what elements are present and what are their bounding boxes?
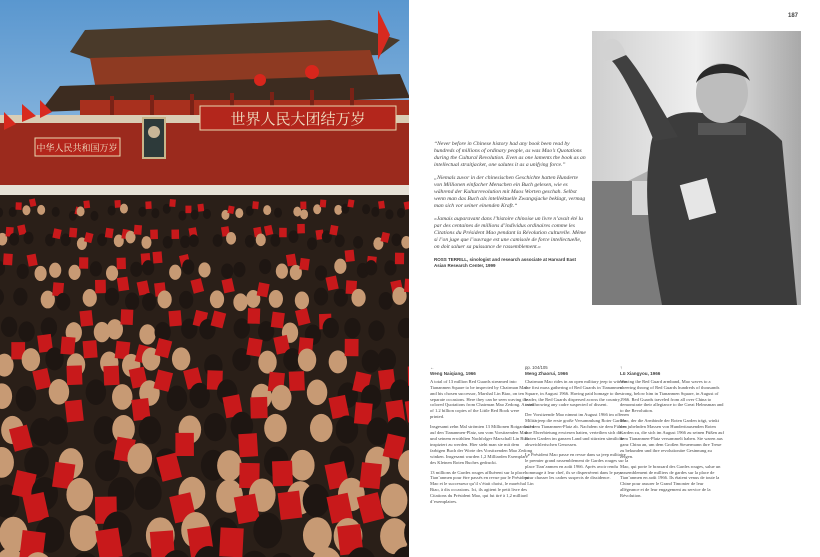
little-red-book bbox=[171, 229, 179, 239]
crowd-head bbox=[385, 209, 393, 219]
banner-slogan: 世界人民大团结万岁 bbox=[230, 110, 366, 128]
little-red-book bbox=[105, 228, 114, 238]
crowd-head bbox=[135, 477, 162, 510]
crowd-head bbox=[290, 450, 315, 481]
pull-quote bbox=[434, 141, 586, 269]
crowd-head bbox=[49, 379, 69, 405]
little-red-book bbox=[300, 202, 306, 210]
little-red-book bbox=[395, 253, 404, 265]
crowd-head bbox=[69, 265, 81, 280]
crowd-head bbox=[213, 234, 223, 247]
crowd-head bbox=[191, 210, 199, 220]
quote-french: «Jamais auparavant dans l’histoire chinoise un livre n’avait été lu par des centaines de millions d’individus ordinaires comme les Citations du Président Mao pendant la Révolution culturelle. Même si l’on juge que l’ouvrage est une camisole de force intellectuelle, on doit saluer sa puissance de rassemblement.» bbox=[434, 216, 586, 250]
crowd-head bbox=[189, 383, 209, 409]
little-red-book bbox=[120, 309, 133, 325]
crowd-head bbox=[253, 512, 282, 548]
crowd-head bbox=[335, 234, 345, 247]
crowd-head bbox=[233, 293, 247, 311]
crowd-head bbox=[203, 209, 211, 219]
little-red-book bbox=[83, 340, 98, 358]
little-red-book bbox=[79, 257, 88, 269]
crowd-head bbox=[22, 205, 30, 215]
crowd-head bbox=[107, 319, 123, 339]
caption-french: 13 millions de Gardes rouges affluèrent sur la place Tian’anmen pour être passés en revue par le Président Mao et le successeur qu’il s’était choisi, le maréchal Lin Biao, à dix occasions. Ici, ils agitent le petit livre des Citations du Président Mao, qui fut tiré à 1,2 milliard d’exemplaires. bbox=[430, 469, 534, 505]
little-red-book bbox=[79, 310, 93, 326]
little-red-book bbox=[272, 461, 293, 487]
little-red-book bbox=[279, 228, 287, 237]
little-red-book bbox=[60, 337, 75, 355]
little-red-book bbox=[359, 462, 382, 489]
little-red-book bbox=[95, 280, 106, 294]
little-red-book bbox=[278, 491, 303, 520]
crowd-head bbox=[180, 235, 190, 248]
little-red-book bbox=[299, 258, 310, 270]
crowd-head bbox=[169, 265, 181, 280]
crowd-head bbox=[353, 236, 363, 249]
crowd-head bbox=[391, 233, 401, 246]
photo-mao-waving bbox=[592, 31, 801, 305]
crowd-head bbox=[397, 208, 405, 218]
little-red-book bbox=[103, 366, 119, 386]
crowd-head bbox=[141, 236, 151, 249]
crowd-head bbox=[189, 234, 199, 247]
crowd-head bbox=[384, 260, 396, 275]
crowd-head bbox=[263, 205, 271, 215]
caption-ref: ← bbox=[430, 365, 435, 370]
crowd-head bbox=[217, 450, 242, 481]
crowd-head bbox=[46, 416, 69, 444]
caption-english: A total of 13 million Red Guards streamed into Tiananmen Square to be inspected by Chairman Mao and his chosen successor, Marshal Lin Biao, on ten separate occasions. Here they can be seen waving the colored Quotations from Chairman Mao Zedong. A total of 1.2 billion copies of the Little Red Book were printed. bbox=[430, 378, 534, 420]
quote-german: „Niemals zuvor in der chinesischen Geschichte hatten Hunderte von Millionen einfacher Menschen ein Buch gelesen, wie es während der Kulturrevolution mit Maos Worten geschah. Selbst wenn man das Buch als intellektuelle Zwangsjacke beklagt, vermag man sich vor seiner einenden Kraft.“ bbox=[434, 175, 586, 209]
crowd-head bbox=[52, 207, 60, 217]
crowd-head bbox=[142, 260, 154, 275]
little-red-book bbox=[252, 201, 259, 209]
crowd-head bbox=[1, 317, 17, 337]
crowd-head bbox=[303, 484, 330, 517]
little-red-book bbox=[114, 200, 121, 208]
caption-french: Le Président Mao passe en revue dans sa jeep militaire le premier grand rassemblement de Gardes rouges sur la place Tian’anmen en août 1966. Après avoir rendu hommage à leur chef, ils se dispersèrent dans le pays pour chasser les cadres suspects de dissidence. bbox=[525, 451, 629, 481]
little-red-book bbox=[345, 339, 359, 356]
crowd-head bbox=[90, 261, 102, 276]
crowd-head bbox=[295, 292, 309, 310]
crowd-head bbox=[344, 318, 360, 338]
crowd-head bbox=[13, 288, 27, 306]
little-red-book bbox=[15, 202, 21, 210]
crowd-head bbox=[105, 288, 119, 306]
crowd-head bbox=[182, 259, 194, 274]
crowd-head bbox=[379, 292, 393, 310]
caption-german: Der Vorsitzende Mao nimmt im August 1966 im offenen Militärjeep die erste große Versammlung Roter Garden auf dem Tiananmen-Platz ab. Nachdem sie dem Führer ihre Ehrerbietung erwiesen hatten, verteilten sich die Roten Garden im ganzen Land und stürzten sämtliche abweichlerischen Genossen. bbox=[525, 412, 629, 447]
crowd-head bbox=[120, 204, 128, 214]
little-red-book bbox=[134, 225, 142, 235]
crowd-head bbox=[167, 386, 187, 412]
crowd-head bbox=[271, 385, 291, 411]
quote-credit: ROSS TERRILL, sinologist and research associate at Harvard East Asian Research Center, 1999 bbox=[434, 257, 577, 268]
caption-english: Chairman Mao rides in an open military jeep to witness the first mass gathering of Red Guards in Tiananmen Square, in August 1966. Having paid homage to the leader, the Red Guards dispersed across the country, overthrowing any cadre suspected of dissent. bbox=[525, 378, 628, 408]
little-red-book bbox=[169, 199, 176, 207]
crowd-head bbox=[307, 380, 327, 406]
little-red-book bbox=[69, 228, 77, 238]
little-red-book bbox=[117, 258, 126, 270]
crowd-head bbox=[151, 208, 159, 218]
crowd-head bbox=[334, 259, 346, 274]
crowd-head bbox=[368, 320, 384, 340]
caption-block bbox=[430, 365, 534, 509]
caption-french: Mao, qui porte le brassard des Gardes rouges, salue un rassemblement de milliers de gardes sur la place de Tian’anmen en août 1966. Ils étaient venus de toute la Chine pour assurer le Grand Timonier de leur allégeance et de leur engagement au service de la Révolution. bbox=[620, 463, 721, 499]
crowd-head bbox=[106, 266, 118, 281]
little-red-book bbox=[246, 338, 262, 357]
crowd-head bbox=[22, 348, 40, 371]
little-red-book bbox=[354, 402, 373, 425]
crowd-head bbox=[108, 206, 116, 216]
crowd-head bbox=[259, 259, 271, 274]
crowd-head bbox=[90, 211, 98, 221]
crowd-head bbox=[125, 292, 139, 310]
crowd-head bbox=[198, 262, 210, 277]
crowd-head bbox=[245, 235, 255, 248]
caption-english: Waving the Red Guard armband, Mao waves to a cheering throng of Red Guards hundreds of thousands strong, below him in Tiananmen Square, in August of 1966. Red Guards traveled from all over China to demonstrate their allegiance to the Great Helmsman and to the Revolution. bbox=[620, 378, 724, 414]
crowd-head bbox=[172, 347, 190, 370]
little-red-book bbox=[175, 433, 194, 456]
caption-german: Mao, der die Armbinde der Roten Garden trägt, winkt den jubelnden Massen von Hunderttausenden Roten Garden zu, die sich im August 1966 zu seinen Füßen auf dem Tiananmen-Platz versammelt haben. Sie waren aus ganz China an, um dem Großen Steuermann ihre Treue zu bekunden und ihre revolutionäre Gesinnung zu zeigen. bbox=[620, 418, 724, 459]
crowd-head bbox=[56, 293, 70, 311]
crowd-head bbox=[142, 293, 156, 311]
little-red-book bbox=[145, 201, 151, 209]
crowd-head bbox=[35, 266, 47, 281]
crowd-head bbox=[139, 324, 155, 344]
crowd-head bbox=[234, 318, 250, 338]
crowd-head bbox=[258, 351, 276, 374]
crowd-head bbox=[70, 515, 99, 551]
crowd-head bbox=[9, 233, 19, 246]
caption-photographer: Meng Zhaorui, 1966 bbox=[525, 370, 568, 376]
little-red-book bbox=[345, 250, 355, 262]
crowd-head bbox=[288, 230, 298, 243]
crowd-head bbox=[264, 414, 287, 442]
crowd-head bbox=[365, 260, 377, 275]
crowd-head bbox=[157, 291, 171, 309]
crowd-head bbox=[178, 211, 186, 221]
little-red-book bbox=[117, 277, 129, 292]
crowd-head bbox=[300, 209, 308, 219]
caption-block bbox=[525, 365, 629, 485]
little-red-book bbox=[320, 199, 327, 207]
little-red-book bbox=[197, 204, 204, 212]
page-number: 187 bbox=[787, 13, 798, 19]
crowd-head bbox=[66, 478, 93, 511]
crowd-head bbox=[323, 318, 339, 338]
little-red-book bbox=[95, 528, 122, 557]
caption-photographer: Lü Xiangyou, 1966 bbox=[620, 370, 661, 376]
little-red-book bbox=[150, 230, 158, 240]
photo-red-guards-tiananmen bbox=[0, 0, 409, 557]
little-red-book bbox=[248, 308, 261, 324]
crowd-head bbox=[334, 205, 342, 215]
crowd-head bbox=[371, 207, 379, 217]
crowd-head bbox=[83, 289, 97, 307]
little-red-book bbox=[3, 253, 13, 265]
crowd-head bbox=[235, 208, 243, 218]
crowd-head bbox=[276, 264, 288, 279]
crowd-head bbox=[233, 262, 245, 277]
crowd-head bbox=[163, 236, 173, 249]
crowd-head bbox=[210, 290, 224, 308]
crowd-head bbox=[362, 350, 380, 373]
crowd-head bbox=[221, 263, 233, 278]
little-red-book bbox=[219, 527, 244, 557]
crowd-head bbox=[270, 234, 280, 247]
banner-slogan-left: 中华人民共和国万岁 bbox=[36, 144, 118, 154]
crowd-head bbox=[16, 386, 36, 412]
crowd-head bbox=[127, 443, 152, 474]
crowd-head bbox=[204, 413, 227, 441]
little-red-book bbox=[250, 397, 268, 419]
crowd-head bbox=[367, 417, 390, 445]
little-red-book bbox=[297, 224, 305, 234]
little-red-book bbox=[289, 371, 305, 391]
crowd-head bbox=[381, 483, 408, 516]
crowd-head bbox=[307, 237, 317, 250]
caption-block bbox=[620, 365, 724, 503]
crowd-head bbox=[310, 414, 333, 442]
crowd-head bbox=[226, 232, 236, 245]
caption-photographer: Weng Naiqiang, 1966 bbox=[430, 370, 476, 376]
crowd-head bbox=[17, 264, 29, 279]
little-red-book bbox=[66, 365, 82, 385]
little-red-book bbox=[347, 199, 354, 207]
little-red-book bbox=[238, 433, 258, 457]
crowd-head bbox=[274, 208, 282, 218]
caption-ref: pp. 104/105 bbox=[525, 365, 548, 370]
crowd-head bbox=[18, 321, 34, 341]
crowd-head bbox=[256, 234, 266, 247]
crowd-head bbox=[362, 204, 370, 214]
crowd-head bbox=[329, 350, 347, 373]
crowd-head bbox=[138, 207, 146, 217]
crowd-head bbox=[130, 262, 142, 277]
crowd-head bbox=[351, 289, 365, 307]
crowd-head bbox=[315, 265, 327, 280]
crowd-head bbox=[23, 232, 33, 245]
crowd-head bbox=[179, 291, 193, 309]
little-red-book bbox=[65, 400, 84, 423]
crowd-head bbox=[139, 416, 162, 444]
crowd-head bbox=[298, 349, 316, 372]
little-red-book bbox=[168, 310, 181, 326]
little-red-book bbox=[83, 200, 90, 208]
crowd-head bbox=[378, 348, 396, 371]
crowd-head bbox=[77, 206, 85, 216]
crowd-head bbox=[269, 290, 283, 308]
little-red-book bbox=[185, 206, 191, 214]
crowd-head bbox=[314, 288, 328, 306]
caption-ref: ↑ bbox=[620, 365, 623, 370]
crowd-head bbox=[86, 379, 106, 405]
little-red-book bbox=[271, 312, 285, 329]
little-red-book bbox=[286, 254, 297, 267]
crowd-head bbox=[49, 263, 61, 278]
little-red-book bbox=[152, 251, 162, 263]
crowd-head bbox=[37, 205, 45, 215]
little-red-book bbox=[378, 201, 385, 209]
caption-german: Insgesamt zehn Mal strömten 13 Millionen Rotgardisten auf den Tiananmen-Platz, um vom Vorsitzenden Mao und seinem erwählten Nachfolger Marschall Lin Biao inspiziert zu werden. Hier sieht man sie mit dem farbigen Buch der Worte des Vorsitzenden Mao Zedong winken. Insgesamt wurden 1,2 Milliarden Exemplare des Kleinen Roten Buches gedruckt. bbox=[430, 424, 534, 465]
crowd-head bbox=[112, 384, 132, 410]
quote-english: “Never before in Chinese history had any book been read by hundreds of millions of ordinary people, as was Mao’s Quotations during the Cultural Revolution. Even as one laments the book as an intellectual straitjacket, one salutes it as a unifying force.” bbox=[434, 141, 586, 168]
